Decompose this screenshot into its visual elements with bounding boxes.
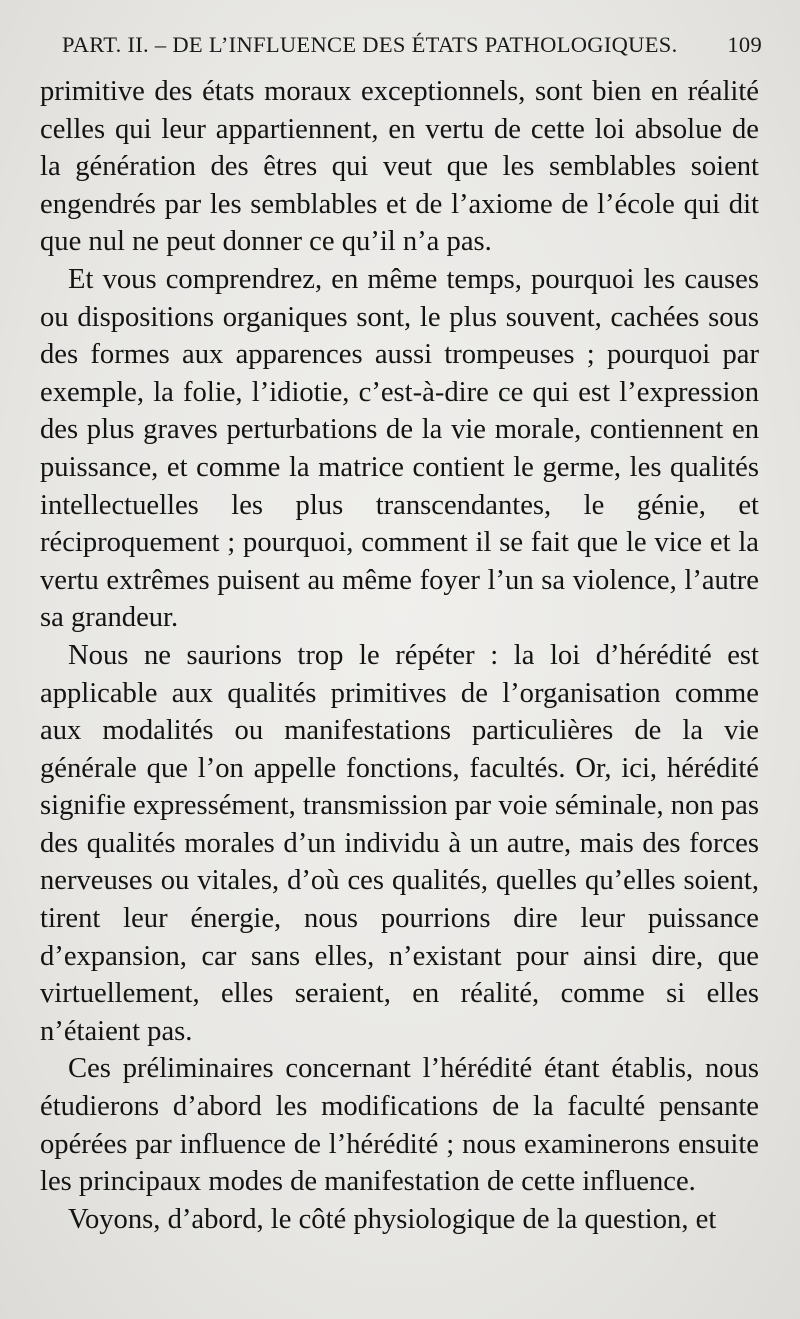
- paragraph-3: Nous ne saurions trop le répéter : la loi d’hérédité est applicable aux qualités primitives de l’organisation comme aux modalités ou manifestations particulières de la vie générale que l’on appelle fonctions, facultés. Or, ici, hérédité signifie expressément, transmission par voie séminale, non pas des qualités morales d’un individu à un autre, mais des forces nerveuses ou vitales, d’où ces qualités, quelles qu’elles soient, tirent leur énergie, nous pourrions dire leur puissance d’expansion, car sans elles, n’existant pour ainsi dire, que virtuellement, elles seraient, en réalité, comme si elles n’étaient pas.: [40, 639, 759, 1047]
- paragraph-1: primitive des états moraux exceptionnels, sont bien en réalité celles qui leur appartiennent, en vertu de cette loi absolue de la génération des êtres qui veut que les semblables soient engendrés par les semblables et de l’axiome de l’école qui dit que nul ne peut donner ce qu’il n’a pas.: [40, 76, 759, 258]
- paragraph-4: Ces préliminaires concernant l’hérédité étant établis, nous étudierons d’abord les modifications de la faculté pensante opérées par influence de l’hérédité ; nous examinerons ensuite les principaux modes de manifestation de cette influence.: [40, 1053, 759, 1198]
- running-title: PART. II. – DE L’INFLUENCE DES ÉTATS PATHOLOGIQUES.: [62, 32, 678, 57]
- page-header: [62, 32, 762, 66]
- paragraph-5: Voyons, d’abord, le côté physiologique de la question, et: [68, 1203, 717, 1235]
- paragraph-2: Et vous comprendrez, en même temps, pourquoi les causes ou dispositions organiques sont, le plus souvent, cachées sous des formes aux apparences aussi trompeuses ; pourquoi par exemple, la folie, l’idiotie, c’est-à-dire ce qui est l’expression des plus graves perturbations de la vie morale, contiennent en puissance, et comme la matrice contient le germe, les qualités intellectuelles les plus transcendantes, le génie, et réciproquement ; pourquoi, comment il se fait que le vice et la vertu extrêmes puisent au même foyer l’un sa violence, l’autre sa grandeur.: [40, 263, 759, 634]
- body-text: [40, 73, 759, 1238]
- page-number: 109: [727, 32, 762, 57]
